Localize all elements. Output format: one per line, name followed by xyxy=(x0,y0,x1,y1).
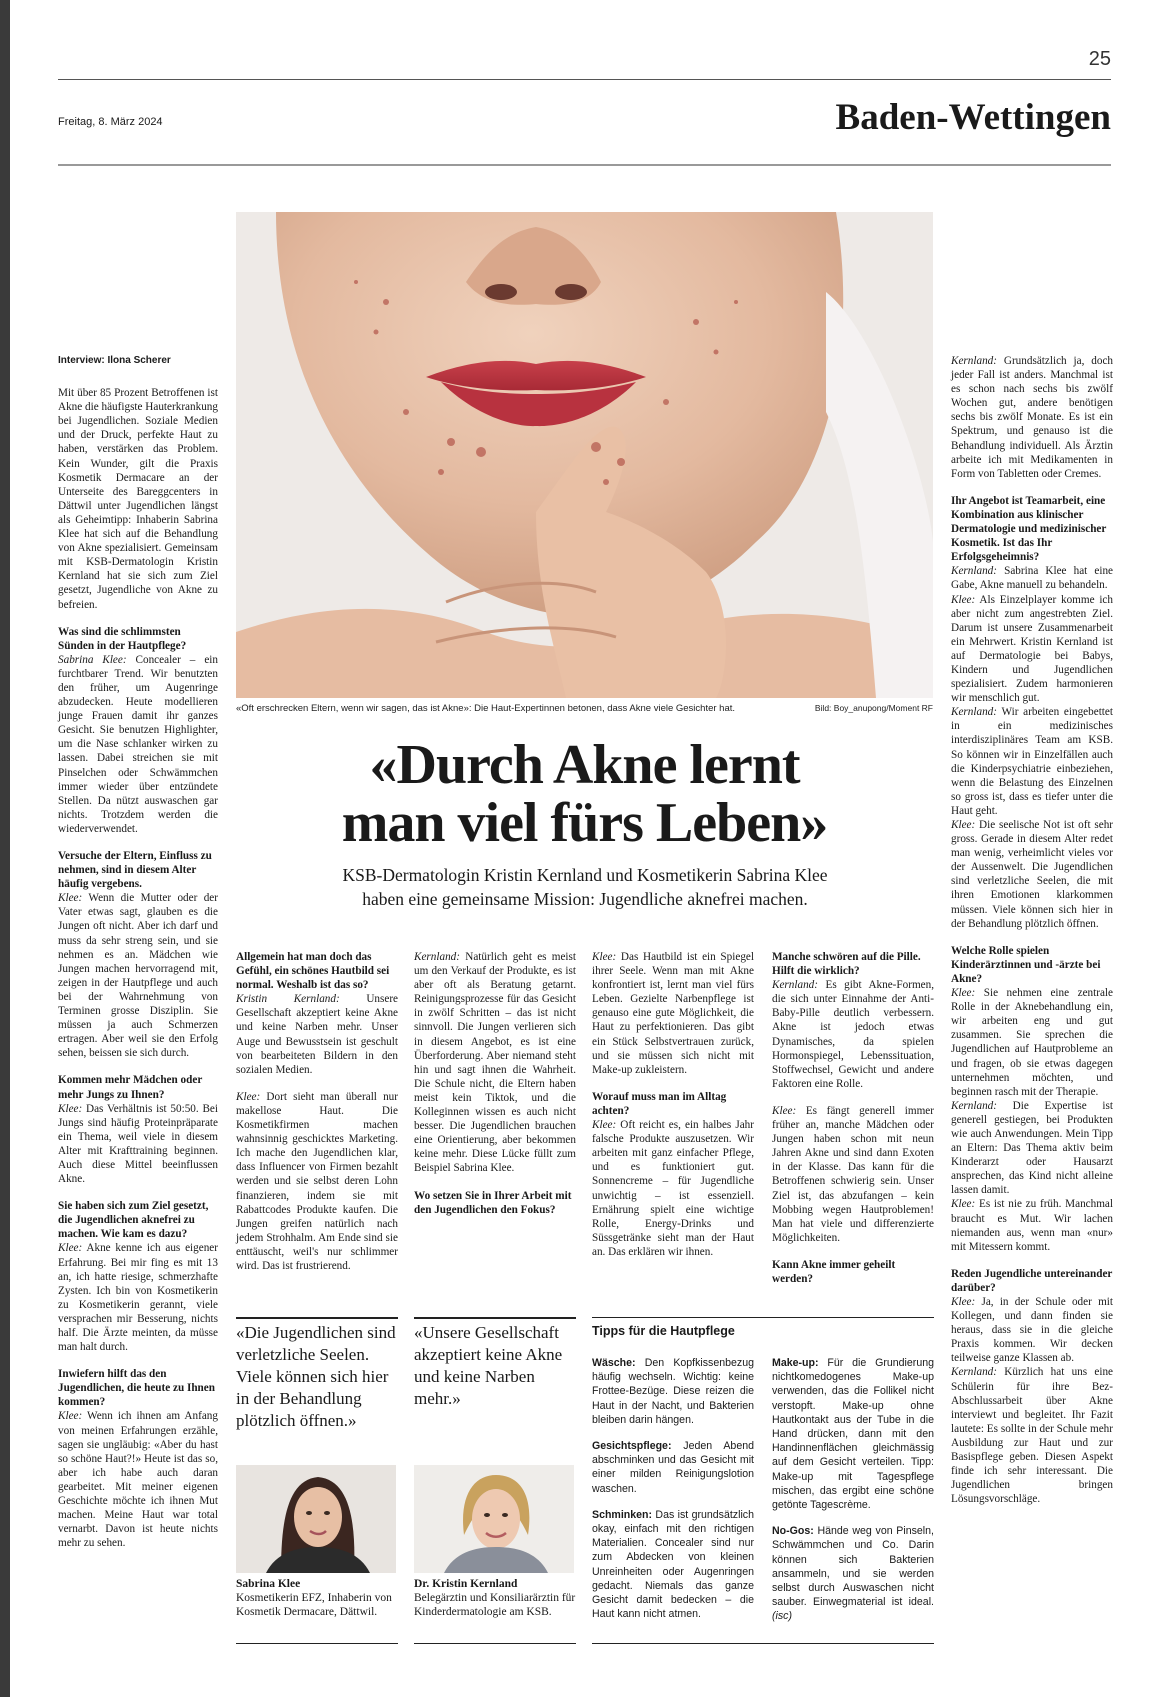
answer-text: Ja, in der Schule oder mit Kollegen, und dann finden sie heraus, dass sie in die gleiche Praxis kommen. Wir decken teilweise ganze Klassen ab. xyxy=(951,1296,1113,1365)
question: Allgemein hat man doch das Gefühl, ein schönes Hautbild sei normal. Weshalb ist das so? xyxy=(236,951,390,992)
answer xyxy=(58,1102,218,1187)
speaker: Klee: xyxy=(58,1242,83,1255)
speaker: Kristin Kernland: xyxy=(236,993,340,1006)
answer xyxy=(592,1118,754,1259)
tips-column-1 xyxy=(592,1356,754,1633)
answer xyxy=(236,992,398,1077)
answer-text: Es gibt Akne-Formen, die sich unter Einnahme der Anti-Baby-Pille deutlich verbessern. Akne ist jedoch etwas Dynamisches, da spielen Hormonspiegel, Lebenssituation, Stoffwechsel, Gewicht und andere Faktoren eine Rolle. xyxy=(772,979,935,1090)
answer xyxy=(951,818,1113,931)
intro-paragraph: Mit über 85 Prozent Betroffenen ist Akne die häufigste Hauterkrankung bei Jugendlichen. Soziale Medien und der Druck, perfekte Haut zu haben, verstärken das Problem. Kein Wunder, gilt die Praxis Kosmetik Dermacare an der Unterseite des Bareggcenters in Dättwil unter Jugendlichen längst als Geheimtipp: Inhaberin Sabrina Klee hat sich auf die Behandlung von Akne spezialisiert. Gemeinsam mit KSB-Dermatologin Kristin Kernland hat sie sich zum Ziel gesetzt, Jugendliche von Akne zu befreien. xyxy=(58,387,218,611)
tip-item xyxy=(592,1439,754,1496)
quote-rule xyxy=(236,1317,398,1319)
answer-text: Das Hautbild ist ein Spiegel ihrer Seele. Wenn man mit Akne konfrontiert ist, lernt man viel fürs Leben. Gezielte Narbenpflege ist genauso eine gute Möglichkeit, die Haut zu perfektionieren. Das gibt ein Stück Selbstvertrauen zurück, und sie müssen sich nicht mit Make-up zukleistern. xyxy=(592,951,754,1076)
speaker: Klee: xyxy=(58,1410,83,1423)
question: Kann Akne immer geheilt werden? xyxy=(772,1258,896,1285)
answer-text: Wenn die Mutter oder der Vater etwas sagt, glauben es die Jungen oft nicht. Aber ich darf und muss da sehr streng sein, und sie nehmen es an. Mädchen wie Jungen machen hervorragend mit, zeigen in der Hautpflege und auch bei der Wahrnehmung von Terminen grosse Disziplin. Sie müssen ja auch Schmerzen ertragen. Aber weil sie den Erfolg sehen, beissen sie sich durch. xyxy=(58,892,218,1060)
page-number: 25 xyxy=(1088,48,1111,70)
headline-line-1: «Durch Akne lernt xyxy=(369,734,800,796)
question: Kommen mehr Mädchen oder mehr Jungs zu Ihnen? xyxy=(58,1074,203,1101)
headline-line-2: man viel fürs Leben» xyxy=(341,792,828,854)
answer-text: Akne kenne ich aus eigener Erfahrung. Bei mir fing es mit 13 an, ich hatte riesige, schmerzhafte Zysten. Ich bin von Kosmetikerin zu Kosmetikerin gerannt, viele versprachen mir Besserung, nichts half. Die Ärzte meinten, da müsse man halt durch. xyxy=(58,1242,218,1354)
answer-text: Dort sieht man überall nur makellose Haut. Die Kosmetikfirmen machen wahnsinnig geschicktes Marketing. Ich mache den Jugendlichen klar, dass Influencer von Firmen bezahlt werden und sie selbst deren Lohn finanzieren, indem sie mit Rabattcodes Produkte kaufen. Die Jungen greifen natürlich nach jedem Strohhalm. Am Ende sind sie enttäuscht, weil's nur schlimmer wird. Das ist frustrierend. xyxy=(236,1090,399,1272)
deck-line-2: haben eine gemeinsame Mission: Jugendliche aknefrei machen. xyxy=(362,889,808,909)
speaker: Kernland: xyxy=(951,706,997,719)
answer-text: Das Verhältnis ist 50:50. Bei Jungs sind häufig Proteinpräparate ein Thema, weil viele in diesem Alter mit Krafttraining beginnen. Auch diese Mittel beeinflussen Akne. xyxy=(58,1102,218,1186)
answer xyxy=(951,986,1113,1099)
answer xyxy=(58,1241,218,1354)
answer xyxy=(951,593,1113,706)
answer xyxy=(58,891,218,1060)
question: Welche Rolle spielen Kinderärztinnen und -ärzte bei Akne? xyxy=(951,944,1101,985)
pull-quote-2: «Unsere Gesellschaft akzeptiert keine Akne und keine Narben mehr.» xyxy=(414,1323,563,1408)
answer-text: Grundsätzlich ja, doch jeder Fall ist anders. Manchmal ist es schon nach sechs bis zwölf Wochen gut, andere benötigen sechs bis zwölf Monate. Es ist ein Spektrum, und genauso ist die Behandlung individuell. Als Ärztin arbeite ich mit Medikamenten in Form von Tabletten oder Cremes. xyxy=(951,355,1113,480)
photo-caption xyxy=(236,703,933,714)
author-initials: (isc) xyxy=(772,1610,793,1623)
speaker: Kernland: xyxy=(951,355,997,367)
quote-rule xyxy=(414,1317,576,1319)
deck-line-1: KSB-Dermatologin Kristin Kernland und Kosmetikerin Sabrina Klee xyxy=(342,865,828,885)
question: Manche schwören auf die Pille. Hilft die wirklich? xyxy=(772,951,921,978)
person-name: Sabrina Klee xyxy=(236,1578,301,1590)
column-4 xyxy=(592,950,754,1272)
issue-date: Freitag, 8. März 2024 xyxy=(58,116,163,128)
tip-text: Den Kopfkissenbezug häufig wechseln. Wichtig: keine Frottee-Bezüge. Diese reizen die Haut in der Nacht, und Bakterien bleiben darin hängen. xyxy=(592,1357,754,1426)
answer-text: Natürlich geht es meist um den Verkauf der Produkte, es ist aber oft als Beratung getarnt. Reinigungsprozesse für das Gesicht in zwölf Schritten – das ist nicht sinnvoll. Die Jungen verlieren sich in diesem Angebot, es ist eine Überforderung. Aber niemand steht hin und sagt ihnen die Wahrheit. Die Schule nicht, die Eltern haben meist kein Tiktok, und die Kolleginnen wissen es auch nicht besser. Die Jugendlichen brauchen eine Orientierung, aber bekommen keine mehr. Diese Lücke füllt zum Beispiel Sabrina Klee. xyxy=(414,951,576,1175)
tip-label: Wäsche: xyxy=(592,1357,636,1369)
answer-text: Oft reicht es, ein halbes Jahr falsche Produkte auszusetzen. Wir arbeiten mit ganz einfacher Pflege, und es funktioniert gut. Sonnencreme – für Jugendliche unwichtig – ist essenziell. Ernährung spielt eine wichtige Rolle, Energy-Drinks und Süssgetränke sieht man der Haut an. Das erklären wir ihnen. xyxy=(592,1119,754,1258)
tip-item xyxy=(772,1524,934,1623)
tips-rule xyxy=(592,1317,934,1318)
portrait-illustration xyxy=(414,1465,574,1573)
deck xyxy=(280,863,890,911)
tips-title: Tipps für die Hautpflege xyxy=(592,1324,735,1338)
question: Was sind die schlimmsten Sünden in der Hautpflege? xyxy=(58,625,187,652)
tip-item xyxy=(592,1508,754,1622)
question: Ihr Angebot ist Teamarbeit, eine Kombination aus klinischer Dermatologie und medizinischer Kosmetik. Ist das Ihr Erfolgsgeheimnis? xyxy=(951,494,1107,564)
question: Reden Jugendliche untereinander darüber? xyxy=(951,1267,1113,1294)
speaker: Kernland: xyxy=(951,1366,997,1379)
answer xyxy=(236,1090,398,1273)
speaker: Sabrina Klee: xyxy=(58,653,127,666)
tip-text: Jeden Abend abschminken und das Gesicht mit einer milden Reinigungslotion waschen. xyxy=(592,1440,754,1495)
column-3 xyxy=(414,950,576,1217)
portrait-sabrina-klee xyxy=(236,1465,396,1573)
speaker: Klee: xyxy=(592,1119,617,1132)
answer xyxy=(592,950,754,1077)
byline: Interview: Ilona Scherer xyxy=(58,355,171,366)
tip-label: Make-up: xyxy=(772,1357,819,1369)
answer xyxy=(951,564,1113,592)
answer-text: Die seelische Not ist oft sehr gross. Gerade in diesem Alter redet man wenig, verheimlicht vieles vor der Aussenwelt. Die Jugendlichen sind verletzliche Seelen, die mit ihren Emotionen klarkommen müssen. Viele können sich hier in der Behandlung plötzlich öffnen. xyxy=(951,819,1114,930)
speaker: Klee: xyxy=(951,593,976,606)
answer-text: Es fängt generell immer früher an, manche Mädchen oder Jungen haben schon mit neun Jahren Akne und sind dann Exoten in der Klasse. Das kann für die Betroffenen schwierig sein. Unser Ziel ist, das abzufangen – kein Mobbing wegen Hautproblemen! Man hat viele und differenzierte Möglichkeiten. xyxy=(772,1104,935,1244)
answer-text: Concealer – ein furchtbarer Trend. Wir benutzten den früher, um Augenringe abzudecken. Heute modellieren junge Frauen damit ihr ganzes Gesicht. Sie benutzen Highlighter, um die Nase schlanker wirken zu lassen. Dabei streichen sie mit Pinselchen oder Schwämmchen immer wieder über entzündete Stellen. Da nützt auswaschen gar nichts. Trotzdem werden die wiederverwendet. xyxy=(58,653,218,835)
section-title: Baden-Wettingen xyxy=(835,97,1111,138)
speaker: Klee: xyxy=(592,951,617,963)
answer-text: Kürzlich hat uns eine Schülerin für ihre Bez-Abschlussarbeit über Akne interviewt und begleitet. Ihr Fazit lautete: Es sollte in der Schule mehr Ausbildung zur Haut und zur Basispflege geben. Diesen Aspekt finde ich sehr interessant. Die Jugendlichen bringen Lösungsvorschläge. xyxy=(951,1366,1114,1506)
speaker: Kernland: xyxy=(414,951,460,963)
answer-text: Sie nehmen eine zentrale Rolle in der Aknebehandlung ein, wir arbeiten eng und gut zusammen. Sie sprechen die Jugendlichen auf Hautprobleme an und fragen, ob sie etwas dagegen unternehmen möchten, und beginnen rasch mit der Therapie. xyxy=(951,987,1114,1098)
answer xyxy=(772,978,934,1091)
tip-label: Gesichtspflege: xyxy=(592,1440,672,1453)
page-edge xyxy=(0,0,10,1697)
answer xyxy=(414,950,576,1176)
question: Sie haben sich zum Ziel gesetzt, die Jugendlichen aknefrei zu machen. Wie kam es dazu? xyxy=(58,1200,209,1241)
answer xyxy=(951,1295,1113,1365)
answer-text: Die Expertise ist generell gestiegen, bei Produkten wie auch Anwendungen. Mein Tipp an Eltern: Das Thema aktiv beim Kinderarzt oder Hausarzt ansprechen, das Kind nicht alleine lassen damit. xyxy=(951,1099,1113,1197)
tip-label: No-Gos: xyxy=(772,1525,814,1538)
speaker: Klee: xyxy=(951,987,976,1000)
portrait-caption-2 xyxy=(414,1577,578,1619)
tip-text: Das ist grundsätzlich okay, einfach mit den richtigen Materialien. Concealer sind nur zum Abdecken von kleinen Unreinheiten oder Augenringen gedacht. Niemals das ganze Gesicht damit bedecken – die Haut kann nicht atmen. xyxy=(592,1508,754,1621)
column-1 xyxy=(58,354,218,1563)
speaker: Klee: xyxy=(772,1104,797,1117)
answer-text: Wenn ich ihnen am Anfang von meinen Erfahrungen erzähle, sagen sie ungläubig: «Aber du hast so schöne Haut?!» Heute ist das so, aber ich habe auch daran gearbeitet. Mit meiner eigenen Geschichte möchte ich ihnen Mut machen. Meine Haut war total vernarbt. Davon ist heute nichts mehr zu sehen. xyxy=(58,1410,218,1550)
portrait-illustration xyxy=(236,1465,396,1573)
tip-text: Für die Grundierung nichtkomedogenes Make-up verwenden, das die Follikel nicht verstopft. Make-up ohne Hautkontakt aus der Tube in die Hand drücken, dann mit den Handinnenflächen gleichmässig auf dem Gesicht verteilen. Tipp: Make-up mit Tagespflege mischen, das ergibt eine schöne getönte Tagescrème. xyxy=(772,1357,934,1512)
speaker: Klee: xyxy=(951,1296,976,1308)
answer xyxy=(772,1104,934,1245)
tip-item xyxy=(772,1356,934,1512)
answer xyxy=(951,705,1113,818)
answer-text: Als Einzelplayer komme ich aber nicht zum angestrebten Ziel. Darum ist unsere Zusammenarbeit ein Mehrwert. Kristin Kernland ist auf Dermatologie bei Babys, Kindern und Jugendlichen spezialisiert. Zudem harmonieren wir menschlich gut. xyxy=(951,593,1113,705)
answer-text: Sabrina Klee hat eine Gabe, Akne manuell zu behandeln. xyxy=(951,565,1114,592)
speaker: Klee: xyxy=(236,1090,261,1103)
question: Worauf muss man im Alltag achten? xyxy=(592,1090,727,1117)
caption-text: «Oft erschrecken Eltern, wenn wir sagen, das ist Akne»: Die Haut-Expertinnen betonen, dass Akne viele Gesichter hat. xyxy=(236,703,736,714)
speaker: Klee: xyxy=(58,892,83,905)
question: Inwiefern hilft das den Jugendlichen, die heute zu Ihnen kommen? xyxy=(58,1368,215,1409)
answer xyxy=(58,1409,218,1550)
answer-text: Es ist nie zu früh. Manchmal braucht es Mut. Wir lachen niemanden aus, wenn man «nur» mit Mitessern kommt. xyxy=(951,1198,1113,1253)
answer-text: Unsere Gesellschaft akzeptiert keine Akne und keine Narben mehr. Unser Auge und Bewusstsein ist geschult von bearbeiteten Bildern in den sozialen Medien. xyxy=(236,993,399,1076)
article-photo xyxy=(236,212,933,698)
tip-item xyxy=(592,1356,754,1427)
portrait-kristin-kernland xyxy=(414,1465,574,1573)
answer-text: Wir arbeiten eingebettet in ein medizinisches interdisziplinäres Team am KSB. So können wir in Einzelfällen auch die Kinderpsychiatrie einbeziehen, wenn die Belastung des Einzelnen so gross ist, dass es tiefer unter die Haut geht. xyxy=(951,706,1113,817)
column-5 xyxy=(772,950,934,1286)
answer xyxy=(951,1197,1113,1253)
speaker: Kernland: xyxy=(951,1099,997,1112)
person-name: Dr. Kristin Kernland xyxy=(414,1578,518,1590)
answer xyxy=(951,1365,1113,1506)
speaker: Klee: xyxy=(58,1102,83,1115)
tips-bottom-rule xyxy=(592,1643,934,1644)
photo-credit: Bild: Boy_anupong/Moment RF xyxy=(814,703,933,713)
column-2 xyxy=(236,950,398,1286)
column-6 xyxy=(951,354,1113,1519)
answer xyxy=(58,653,218,836)
question: Versuche der Eltern, Einfluss zu nehmen, sind in diesem Alter häufig vergebens. xyxy=(58,850,212,891)
pull-quote-1: «Die Jugendlichen sind verletzliche Seelen. Viele können sich hier in der Behandlung plötzlich öffnen.» xyxy=(236,1323,396,1430)
speaker: Klee: xyxy=(951,1198,976,1211)
tip-label: Schminken: xyxy=(592,1508,653,1521)
speaker: Klee: xyxy=(951,819,976,831)
quote-bottom-rule xyxy=(236,1643,398,1644)
answer xyxy=(951,1099,1113,1198)
section-rule xyxy=(58,164,1111,166)
question: Wo setzen Sie in Ihrer Arbeit mit den Jugendlichen den Fokus? xyxy=(414,1189,572,1216)
person-role: Belegärztin und Konsiliarärztin für Kinderdermatologie am KSB. xyxy=(414,1592,576,1618)
tip-text: Hände weg von Pinseln, Schwämmchen und Co. Darin können sich Bakterien ansammeln, und sie werden selbst durch Auswaschen nicht sauber. Einwegmaterial ist ideal. xyxy=(772,1525,934,1609)
quote-bottom-rule xyxy=(414,1643,576,1644)
answer xyxy=(951,354,1113,481)
portrait-caption-1 xyxy=(236,1577,400,1619)
speaker: Kernland: xyxy=(772,979,818,992)
header-rule xyxy=(58,79,1111,80)
headline xyxy=(236,736,933,852)
person-role: Kosmetikerin EFZ, Inhaberin von Kosmetik Dermacare, Dättwil. xyxy=(236,1592,392,1618)
speaker: Kernland: xyxy=(951,565,997,578)
tips-column-2 xyxy=(772,1356,934,1636)
face-illustration xyxy=(236,212,933,698)
